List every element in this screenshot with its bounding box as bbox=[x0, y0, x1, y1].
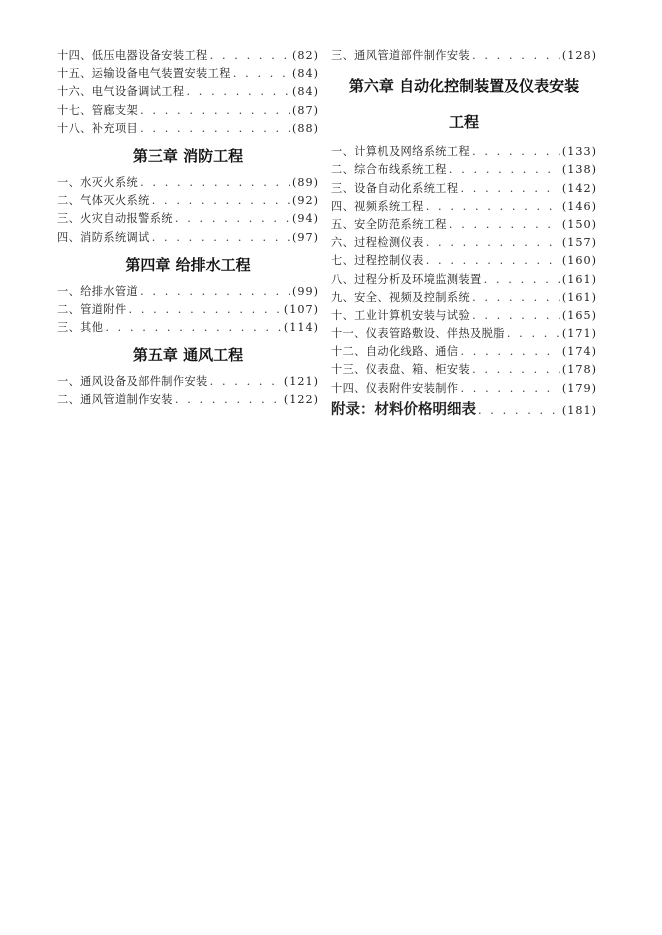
toc-leader-dots bbox=[175, 212, 290, 225]
toc-entry-page: (150) bbox=[561, 217, 597, 231]
toc-entry-page: (165) bbox=[561, 308, 597, 322]
toc-left-column bbox=[57, 47, 319, 410]
toc-leader-dots bbox=[105, 321, 282, 334]
toc-entry-label: 十五、运输设备电气装置安装工程 bbox=[57, 67, 231, 81]
toc-leader-dots bbox=[472, 291, 560, 304]
toc-entry-page: (161) bbox=[561, 272, 597, 286]
toc-entry-label: 九、安全、视频及控制系统 bbox=[331, 290, 471, 304]
toc-entry[interactable] bbox=[57, 120, 319, 138]
toc-leader-dots bbox=[129, 303, 282, 316]
toc-entry-label: 三、通风管道部件制作安装 bbox=[331, 49, 471, 62]
toc-entry[interactable] bbox=[57, 47, 319, 65]
toc-leader-dots bbox=[449, 218, 560, 231]
toc-entry[interactable] bbox=[57, 210, 319, 228]
toc-entry-page: (161) bbox=[561, 290, 597, 304]
toc-entry-label: 一、通风设备及部件制作安装 bbox=[57, 375, 208, 389]
toc-leader-dots bbox=[472, 309, 560, 322]
toc-entry-label: 六、过程检测仪表 bbox=[331, 236, 424, 250]
chapter-6-heading bbox=[331, 65, 597, 143]
toc-entry-label: 十六、电气设备调试工程 bbox=[57, 85, 185, 99]
toc-leader-dots bbox=[472, 145, 560, 158]
toc-leader-dots bbox=[140, 285, 290, 298]
chapter-6-heading-line1: 第六章 自动化控制装置及仪表安装 bbox=[348, 77, 580, 96]
toc-entry-page: (179) bbox=[561, 381, 597, 395]
toc-entry-page: (89) bbox=[292, 175, 319, 189]
toc-entry-page: (178) bbox=[561, 363, 597, 377]
toc-entry[interactable] bbox=[331, 271, 597, 289]
toc-leader-dots bbox=[460, 182, 559, 195]
toc-entry[interactable] bbox=[331, 289, 597, 307]
chapter-5-heading: 第五章 通风工程 bbox=[132, 346, 244, 365]
toc-entry[interactable] bbox=[331, 143, 597, 161]
toc-leader-dots bbox=[478, 404, 560, 417]
toc-entry-label: 二、气体灭火系统 bbox=[57, 194, 150, 208]
toc-right-column bbox=[331, 47, 597, 420]
toc-entry-label: 八、过程分析及环境监测装置 bbox=[331, 272, 482, 286]
toc-leader-dots bbox=[426, 236, 560, 249]
toc-entry-page: (114) bbox=[283, 321, 319, 335]
toc-leader-dots bbox=[152, 194, 290, 207]
toc-leader-dots bbox=[449, 163, 560, 176]
toc-entry-page: (97) bbox=[292, 230, 319, 244]
toc-leader-dots bbox=[186, 85, 290, 98]
toc-entry-label: 附录：材料价格明细表 bbox=[331, 401, 476, 418]
toc-entry[interactable] bbox=[57, 83, 319, 101]
toc-entry-label: 五、安全防范系统工程 bbox=[331, 217, 447, 231]
toc-entry[interactable] bbox=[331, 361, 597, 379]
toc-entry[interactable] bbox=[57, 301, 319, 319]
toc-entry-page: (92) bbox=[292, 194, 319, 208]
toc-entry-page: (82) bbox=[292, 49, 319, 62]
toc-entry[interactable] bbox=[331, 234, 597, 252]
toc-leader-dots bbox=[426, 200, 560, 213]
toc-entry-page: (107) bbox=[283, 302, 319, 316]
toc-entry[interactable] bbox=[331, 307, 597, 325]
toc-entry-label: 一、计算机及网络系统工程 bbox=[331, 145, 471, 159]
toc-entry-label: 二、通风管道制作安装 bbox=[57, 393, 173, 407]
toc-leader-dots bbox=[233, 67, 290, 80]
toc-entry-page: (133) bbox=[561, 145, 597, 159]
toc-entry-label: 七、过程控制仪表 bbox=[331, 254, 424, 268]
toc-entry-label: 三、其他 bbox=[57, 321, 104, 335]
toc-entry-page: (84) bbox=[292, 85, 319, 99]
toc-entry-page: (160) bbox=[561, 254, 597, 268]
toc-section-electrical-continued bbox=[57, 47, 319, 138]
toc-entry[interactable] bbox=[331, 216, 597, 234]
toc-leader-dots bbox=[472, 363, 560, 376]
toc-section-automation bbox=[331, 143, 597, 398]
toc-entry-page: (121) bbox=[283, 375, 319, 389]
toc-entry-label: 十四、低压电器设备安装工程 bbox=[57, 49, 208, 62]
toc-entry[interactable] bbox=[57, 391, 319, 409]
toc-entry[interactable] bbox=[57, 229, 319, 247]
chapter-3-heading: 第三章 消防工程 bbox=[132, 146, 244, 165]
toc-entry[interactable] bbox=[331, 180, 597, 198]
toc-entry-label: 十、工业计算机安装与试验 bbox=[331, 308, 471, 322]
toc-section-ventilation bbox=[57, 373, 319, 409]
toc-entry-label: 十二、自动化线路、通信 bbox=[331, 345, 459, 359]
toc-leader-dots bbox=[460, 345, 559, 358]
toc-entry[interactable] bbox=[331, 198, 597, 216]
toc-leader-dots bbox=[507, 327, 560, 340]
toc-entry-page: (171) bbox=[561, 327, 597, 341]
toc-leader-dots bbox=[175, 393, 282, 406]
toc-entry[interactable] bbox=[331, 343, 597, 361]
toc-leader-dots bbox=[140, 122, 290, 135]
toc-leader-dots bbox=[484, 273, 560, 286]
toc-entry-page: (87) bbox=[292, 103, 319, 117]
toc-entry-page: (174) bbox=[561, 345, 597, 359]
toc-entry[interactable] bbox=[57, 102, 319, 120]
toc-leader-dots bbox=[472, 49, 560, 62]
toc-entry-page: (181) bbox=[561, 403, 597, 417]
toc-entry-label: 十八、补充项目 bbox=[57, 121, 139, 135]
toc-entry-page: (146) bbox=[561, 199, 597, 213]
toc-entry-label: 十三、仪表盘、箱、柜安装 bbox=[331, 363, 471, 377]
toc-leader-dots bbox=[210, 49, 290, 62]
toc-entry-page: (128) bbox=[561, 49, 597, 62]
toc-leader-dots bbox=[210, 375, 282, 388]
toc-entry-label: 三、火灾自动报警系统 bbox=[57, 212, 173, 226]
toc-entry-page: (88) bbox=[292, 121, 319, 135]
toc-entry-label: 四、视频系统工程 bbox=[331, 199, 424, 213]
toc-entry-page: (84) bbox=[292, 67, 319, 81]
toc-leader-dots bbox=[152, 231, 290, 244]
toc-entry[interactable] bbox=[57, 65, 319, 83]
toc-entry[interactable] bbox=[57, 319, 319, 337]
toc-entry-page: (94) bbox=[292, 212, 319, 226]
toc-leader-dots bbox=[460, 382, 559, 395]
toc-entry[interactable] bbox=[57, 174, 319, 192]
toc-entry-label: 三、设备自动化系统工程 bbox=[331, 181, 459, 195]
toc-entry-label: 二、管道附件 bbox=[57, 302, 127, 316]
toc-entry-page: (157) bbox=[561, 236, 597, 250]
toc-entry-label: 十四、仪表附件安装制作 bbox=[331, 381, 459, 395]
toc-leader-dots bbox=[426, 254, 560, 267]
toc-entry-label: 一、水灭火系统 bbox=[57, 175, 139, 189]
toc-entry[interactable] bbox=[331, 161, 597, 179]
toc-entry-label: 四、消防系统调试 bbox=[57, 230, 150, 244]
toc-entry-label: 二、综合布线系统工程 bbox=[331, 163, 447, 177]
toc-entry[interactable] bbox=[331, 380, 597, 398]
toc-entry-label: 一、给排水管道 bbox=[57, 284, 139, 298]
chapter-4-heading: 第四章 给排水工程 bbox=[125, 255, 251, 274]
toc-entry[interactable] bbox=[57, 373, 319, 391]
toc-entry[interactable] bbox=[331, 252, 597, 270]
toc-entry-page: (138) bbox=[561, 163, 597, 177]
chapter-6-heading-line2: 工程 bbox=[448, 113, 479, 132]
toc-entry-label: 十七、管廊支架 bbox=[57, 103, 139, 117]
toc-entry-page: (122) bbox=[283, 393, 319, 407]
toc-entry[interactable] bbox=[331, 47, 597, 65]
toc-entry[interactable] bbox=[331, 325, 597, 343]
toc-entry-page: (142) bbox=[561, 181, 597, 195]
toc-entry-appendix[interactable] bbox=[331, 398, 597, 420]
toc-leader-dots bbox=[140, 176, 290, 189]
toc-entry[interactable] bbox=[57, 192, 319, 210]
toc-entry-page: (99) bbox=[292, 284, 319, 298]
toc-entry-label: 十一、仪表管路敷设、伴热及脱脂 bbox=[331, 327, 505, 341]
toc-leader-dots bbox=[140, 104, 290, 117]
toc-section-ventilation-continued bbox=[331, 47, 597, 65]
toc-entry[interactable] bbox=[57, 283, 319, 301]
toc-section-fire bbox=[57, 174, 319, 247]
toc-section-water bbox=[57, 283, 319, 338]
